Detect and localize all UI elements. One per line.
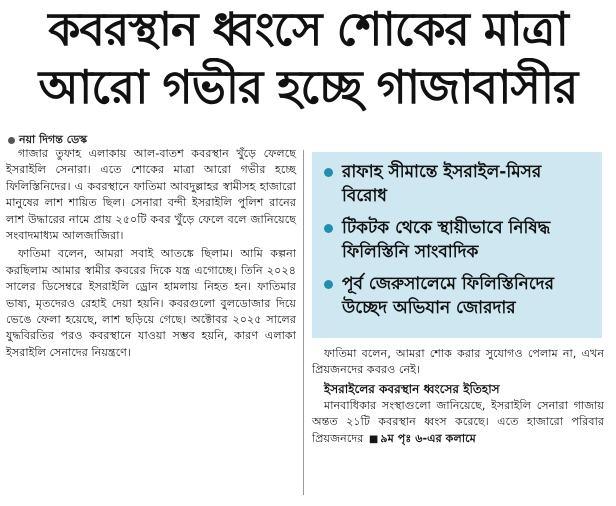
continued-note[interactable] (367, 432, 476, 445)
right-paragraph-2-text: মানবাধিকার সংস্থাগুলো জানিয়েছে, ইসরাইলি সেনারা গাজায় অন্তত ২১টি কবরস্থান ধ্বংস করেছে। এতে হাজারো পরিবার প্রিয়জনদের (312, 398, 604, 445)
highlight-item (324, 216, 592, 264)
highlight-item (324, 272, 592, 320)
highlights-box (312, 152, 602, 338)
bullet-icon (324, 224, 333, 233)
continued-text: ৯ম পৃঃ ৬-এর কলামে (380, 431, 476, 445)
highlight-text: পূর্ব জেরুসালেমে ফিলিস্তিনিদের উচ্ছেদ অভিযান জোরদার (342, 274, 554, 318)
section-subhead: ইসরাইলের কবরস্থান ধ্বংসের ইতিহাস (324, 381, 500, 396)
right-column (312, 346, 604, 448)
byline-text: নয়া দিগন্ত ডেস্ক (19, 133, 88, 146)
left-paragraph-2: ফাতিমা বলেন, আমরা সবাই আতঙ্কে ছিলাম। আমি কল্পনা করছিলাম আমার স্বামীর কবরের দিকে যন্ত্র এগোচ্ছে। তিনি ২০২৪ সালের ডিসেম্বরে ইসরাইলি ড্রোন হামলায় নিহত হন। ফাতিমার ভাষ্য, মৃতদেরও রেহাই দেয়া হয়নি। কবরগুলো বুলডোজার দিয়ে ভেঙে ফেলা হয়েছে, লাশ ছড়িয়ে গেছে। অক্টোবর ২০২৫ সালের যুদ্ধবিরতির পরও কবরস্থানে যাওয়া সম্ভব হয়নি, কারণ এলাকা ইসরাইলি সেনাদের নিয়ন্ত্রণে। (6, 247, 296, 359)
column-divider (303, 150, 304, 495)
bullet-icon (324, 280, 333, 289)
headline-line-1: কবরস্থান ধ্বংসে শোকের মাত্রা (48, 2, 568, 56)
left-paragraph-1: গাজার তুফাহ এলাকায় আল-বাতশ কবরস্থান খুঁড়ে ফেলছে ইসরাইলি সেনারা। এতে শোকের মাত্রা আরো গভীর হচ্ছে ফিলিস্তিনিদের। এ কবরস্থানে ফাতিমা আবদুল্লাহর স্বামীসহ হাজারো মানুষের লাশ শায়িত ছিল। সেনারা বন্দী ইসরাইলি পুলিশ রানের লাশ উদ্ধারের নামে প্রায় ২৫০টি কবর খুঁড়ে ফেলে বলে জানিয়েছে সংবাদমাধ্যম আলজাজিরা। (6, 147, 296, 243)
highlight-item (324, 160, 592, 208)
headline (0, 0, 616, 116)
highlight-text: রাফাহ সীমান্তে ইসরাইল-মিসর বিরোধ (342, 162, 542, 206)
right-paragraph-2 (312, 398, 604, 448)
arrow-right-icon: ■ (368, 433, 379, 445)
byline-dot-icon (8, 137, 15, 144)
bullet-icon (324, 168, 333, 177)
left-column (6, 146, 296, 361)
right-paragraph-1: ফাতিমা বলেন, আমরা শোক করার সুযোগও পেলাম না, এখন প্রিয়জনদের কবরও নেই। (312, 347, 604, 377)
headline-line-2: আরো গভীর হচ্ছে গাজাবাসীর (38, 60, 578, 114)
highlight-text: টিকটক থেকে স্থায়ীভাবে নিষিদ্ধ ফিলিস্তিনি সাংবাদিক (342, 218, 551, 262)
